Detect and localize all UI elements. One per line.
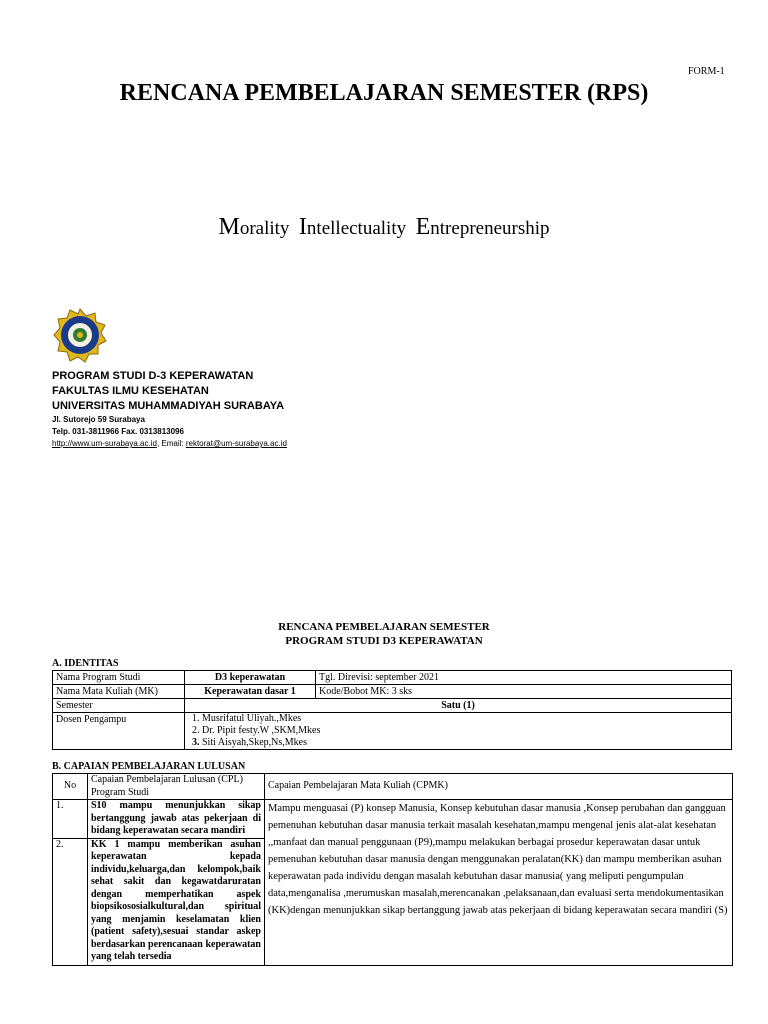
revision-date: Tgl. Direvisi: september 2021 [316,671,732,685]
address: Jl. Sutorejo 59 Surabaya [52,415,145,424]
motto [0,214,768,241]
table-row [53,685,732,699]
motto-initial-m: M [218,214,240,240]
program-name: PROGRAM STUDI D-3 KEPERAWATAN [52,370,254,382]
university-name: UNIVERSITAS MUHAMMADIYAH SURABAYA [52,400,285,412]
table-row [53,671,732,685]
email-link[interactable]: rektorat@um-surabaya.ac.id [185,439,287,448]
table-header-row [53,774,733,800]
list-item [202,737,728,749]
faculty-name: FAKULTAS ILMU KESEHATAN [52,385,209,397]
page-title: RENCANA PEMBELAJARAN SEMESTER (RPS) [119,80,649,106]
column-header-no: No [53,774,88,800]
row-number: 2. [53,838,88,965]
document-title-line-2: PROGRAM STUDI D3 KEPERAWATAN [285,635,483,647]
cpl-cell: S10 mampu menunjukkan sikap bertanggung jawab atas pekerjaan di bidang keperawatan secara mandiri [88,800,265,839]
row-number: 1. [53,800,88,839]
section-a-heading: A. IDENTITAS [52,658,119,669]
list-item: 1. Musrifatul Uliyah.,Mkes [202,713,728,725]
list-item: 2. Dr. Pipit festy.W ,SKM,Mkes [202,725,728,737]
section-b-heading: B. CAPAIAN PEMBELAJARAN LULUSAN [52,761,246,772]
contact-line [52,438,287,450]
semester-value: Satu (1) [185,699,732,713]
institution-block [52,369,287,450]
motto-word-entrepreneurship: ntrepreneurship [430,218,550,239]
phone-fax: Telp. 031-3811966 Fax. 0313813096 [52,427,184,436]
table-row [53,699,732,713]
document-title-line-1: RENCANA PEMBELAJARAN SEMESTER [278,621,490,633]
motto-word-intellectuality: ntellectuality [306,218,407,239]
program-value: D3 keperawatan [185,671,316,685]
website-link[interactable]: http://www.um-surabaya.ac.id [52,439,157,448]
course-label: Nama Mata Kuliah (MK) [53,685,185,699]
identity-table [52,670,732,750]
table-row [53,713,732,750]
form-number: FORM-1 [688,66,725,77]
lecturer-label: Dosen Pengampu [53,713,185,750]
learning-outcomes-table [52,773,733,966]
lecturer-list [185,713,732,750]
course-code: Kode/Bobot MK: 3 sks [316,685,732,699]
motto-initial-i: I [298,214,307,240]
cpl-cell: KK 1 mampu memberikan asuhan keperawatan kepada individu,keluarga,dan kelompok,baik sehat sakit dan kegawatdaruratan dengan memperhatikan aspek biopsikososialkultural,dan spiritual yang menjamin keselamatan klien (patient safety),sesuai standar askep berdasarkan perencanaan keperawatan yang telah tersedia [88,838,265,965]
motto-initial-e: E [415,214,431,240]
email-label: , Email: [156,439,186,448]
course-value: Keperawatan dasar 1 [185,685,316,699]
cpmk-cell: Mampu menguasai (P) konsep Manusia, Konsep kebutuhan dasar manusia ,Konsep perubahan dan gangguan pemenuhan kebutuhan dasar manusia terkait masalah kesehatan,mampu mengenal jenis alat-alat kesehatan ,,manfaat dan manual penggunaan (P9),mampu melakukan berbagai prosedur keperawatan dasar untuk pemenuhan kebutuhan dasar manusia dengan menggunakan peralatan(KK) dan mampu memberikan asuhan keperawatan pada individu dengan masalah kebutuhan dasar manusia( yang meliputi pengumpulan data,menganalisa ,merumuskan masalah,merencanakan ,pelaksanaan,dan evaluasi serta mendokumentasikan (KK)dengan menunjukkan sikap bertanggung jawab atas pekerjaan di bidang keperawatan secara mandiri (S) [265,800,733,966]
semester-label: Semester [53,699,185,713]
table-row [53,800,733,839]
program-label: Nama Program Studi [53,671,185,685]
column-header-cpl: Capaian Pembelajaran Lulusan (CPL) Program Studi [88,774,265,800]
university-logo [52,307,108,363]
motto-word-morality: orality [239,218,290,239]
document-title [0,620,768,648]
column-header-cpmk: Capaian Pembelajaran Mata Kuliah (CPMK) [265,774,733,800]
lecturer-name: Siti Aisyah,Skep,Ns,Mkes [202,737,308,748]
